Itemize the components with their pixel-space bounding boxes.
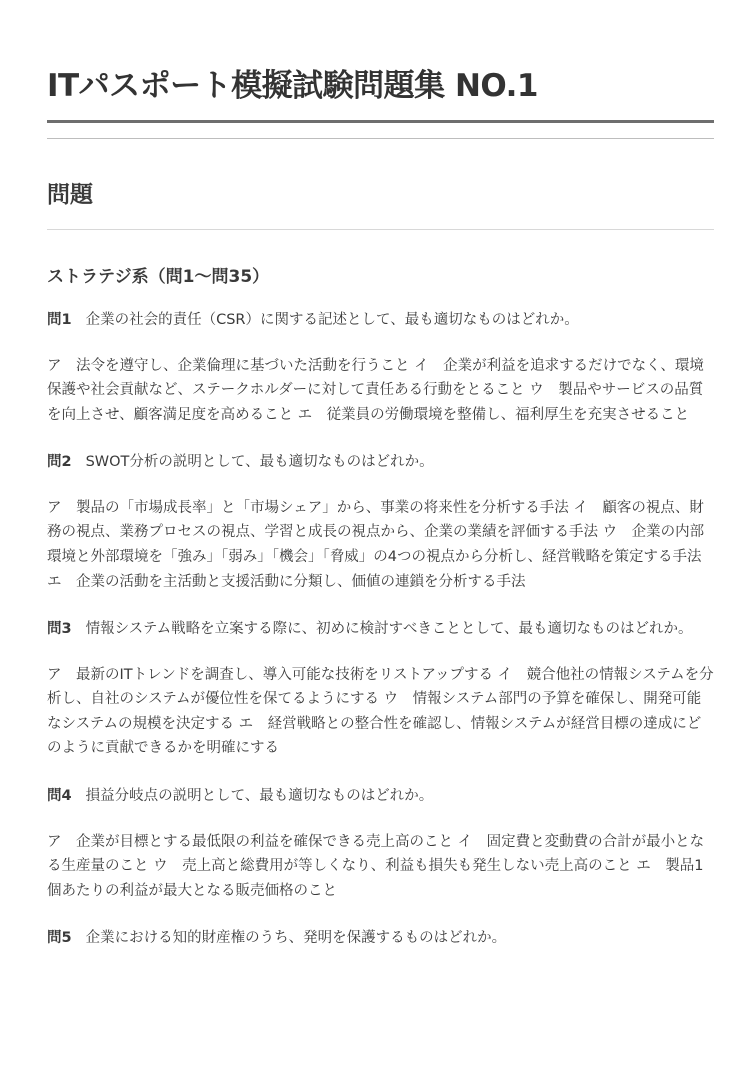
question-1 [47,308,714,333]
question-2 [47,450,714,475]
question-text: 情報システム戦略を立案する際に、初めに検討すべきこととして、最も適切なものはどれか。 [85,621,693,638]
question-2-choices: ア 製品の「市場成長率」と「市場シェア」から、事業の将来性を分析する手法 イ 顧客の視点、財務の視点、業務プロセスの視点、学習と成長の視点から、企業の業績を評価する手法 ウ 企業の内部環境と外部環境を「強み」「弱み」「機会」「脅威」の4つの視点から分析し、経営戦略を策定する手法 エ 企業の活動を主活動と支援活動に分類し、価値の連鎖を分析する手法 [47,499,705,590]
question-text: SWOT分析の説明として、最も適切なものはどれか。 [85,454,434,471]
subsection-heading: ストラテジ系（問1〜問35） [47,267,270,287]
question-4-choices: ア 企業が目標とする最低限の利益を確保できる売上高のこと イ 固定費と変動費の合計が最小となる生産量のこと ウ 売上高と総費用が等しくなり、利益も損失も発生しない売上高のこと エ 製品1個あたりの利益が最大となる販売価格のこと [47,833,705,899]
question-number: 問2 [47,454,72,471]
question-3-choices: ア 最新のITトレンドを調査し、導入可能な技術をリストアップする イ 競合他社の情報システムを分析し、自社のシステムが優位性を保てるようにする ウ 情報システム部門の予算を確保し、開発可能なシステムの規模を決定する エ 経営戦略との整合性を確認し、情報システムが経営目標の達成にどのように貢献できるかを明確にする [47,666,714,757]
questions-list [47,308,714,951]
question-number: 問1 [47,312,72,328]
question-5 [47,926,714,951]
document-title: ITパスポート模擬試験問題集 NO.1 [47,68,538,104]
question-block-4 [47,784,714,903]
question-block-2 [47,450,714,594]
question-text: 損益分岐点の説明として、最も適切なものはどれか。 [85,788,434,805]
question-number: 問5 [47,930,72,947]
question-1-choices: ア 法令を遵守し、企業倫理に基づいた活動を行うこと イ 企業が利益を追求するだけでなく、環境保護や社会貢献など、ステークホルダーに対して責任ある行動をとること ウ 製品やサービスの品質を向上させ、顧客満足度を高めること エ 従業員の労働環境を整備し、福利厚生を充実させること [47,357,704,423]
question-3 [47,617,714,642]
question-block-1 [47,308,714,427]
question-block-5 [47,926,714,951]
title-divider-thick [47,120,714,123]
question-4 [47,784,714,809]
question-text: 企業における知的財産権のうち、発明を保護するものはどれか。 [85,930,507,947]
question-number: 問4 [47,788,72,805]
section-heading: 問題 [47,182,93,208]
question-number: 問3 [47,621,72,638]
question-text: 企業の社会的責任（CSR）に関する記述として、最も適切なものはどれか。 [85,312,579,328]
question-block-3 [47,617,714,761]
